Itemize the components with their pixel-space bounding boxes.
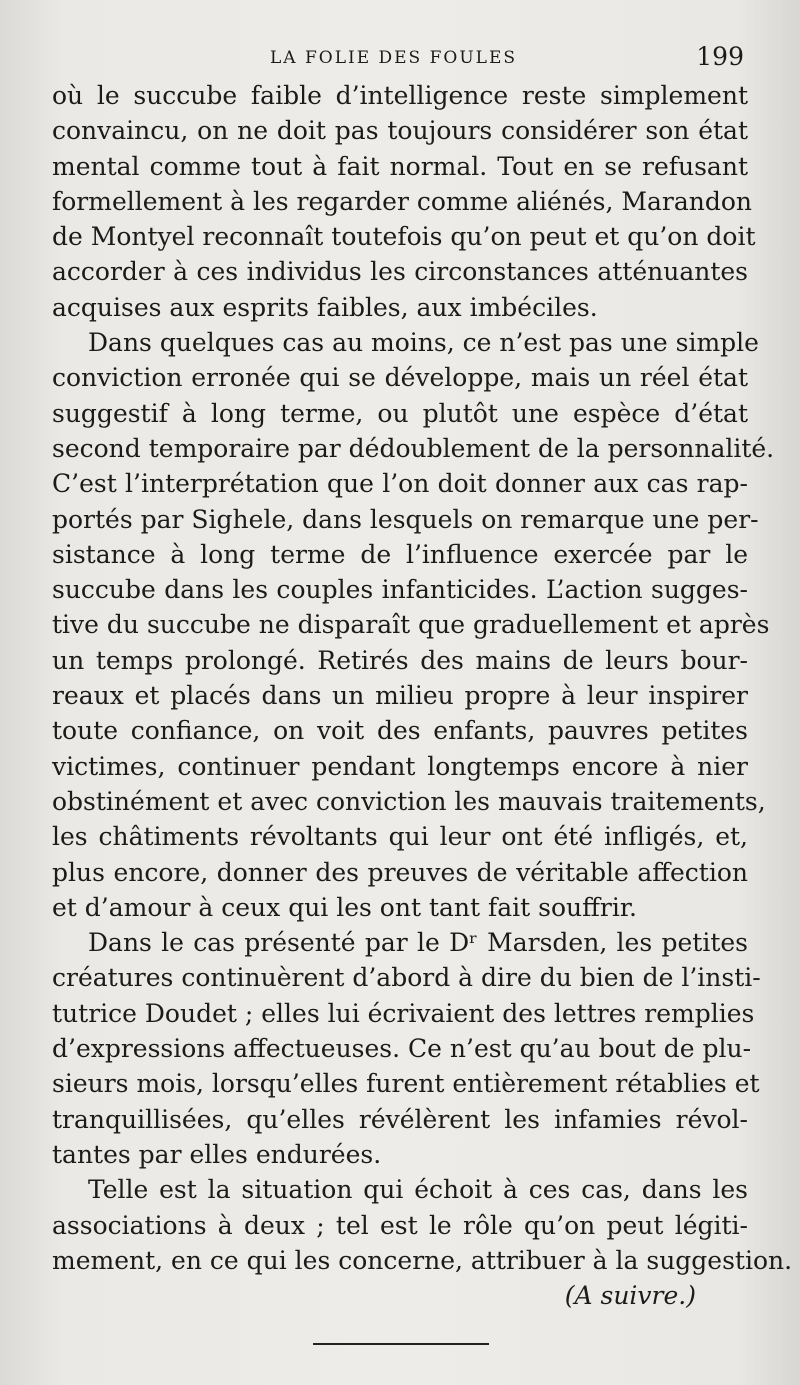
text-line: d’expressions affectueuses. Ce n’est qu’au bout de plu- [52, 1034, 752, 1064]
closing-rule [313, 1343, 489, 1345]
text-line: et d’amour à ceux qui les ont tant fait souffrir. [52, 892, 637, 922]
text-line: second temporaire par dédoublement de la personnalité. [52, 433, 775, 463]
running-title: LA FOLIE DES FOULES [270, 48, 518, 68]
text-line: sistance à long terme de l’influence exercée par le [52, 539, 748, 569]
text-line: C’est l’interprétation que l’on doit donner aux cas rap- [52, 469, 748, 499]
text-line: toute confiance, on voit des enfants, pauvres petites [52, 716, 748, 746]
text-line: Telle est la situation qui échoit à ces cas, dans les [88, 1175, 748, 1205]
text-line: obstinément et avec conviction les mauvais traitements, [52, 786, 766, 816]
continuation-note: (A suivre.) [564, 1281, 696, 1311]
text-line: conviction erronée qui se développe, mais un réel état [52, 363, 748, 393]
page-body-text [52, 78, 793, 1313]
text-line: tantes par elles endurées. [52, 1139, 382, 1169]
text-line: sieurs mois, lorsqu’elles furent entièrement rétablies et [52, 1069, 760, 1099]
text-line: accorder à ces individus les circonstances atténuantes [52, 257, 748, 287]
text-line: où le succube faible d’intelligence reste simplement [52, 81, 748, 110]
text-line: tive du succube ne disparaît que graduellement et après [52, 610, 770, 640]
text-line: mental comme tout à fait normal. Tout en se refusant [52, 151, 748, 181]
text-line: mement, en ce qui les concerne, attribuer à la suggestion. [52, 1245, 793, 1275]
text-line: plus encore, donner des preuves de véritable affection [52, 857, 748, 887]
text-line: suggestif à long terme, ou plutôt une espèce d’état [52, 398, 748, 428]
text-line: tutrice Doudet ; elles lui écrivaient des lettres remplies [52, 998, 755, 1028]
text-line: convaincu, on ne doit pas toujours considérer son état [52, 116, 748, 146]
text-line: de Montyel reconnaît toutefois qu’on peut et qu’on doit [52, 222, 756, 252]
text-line: portés par Sighele, dans lesquels on remarque une per- [52, 504, 759, 534]
page-header [52, 42, 748, 76]
page-number: 199 [696, 42, 744, 71]
text-line: reaux et placés dans un milieu propre à leur inspirer [52, 681, 748, 711]
text-line: un temps prolongé. Retirés des mains de leurs bour- [52, 645, 748, 675]
text-line: acquises aux esprits faibles, aux imbéciles. [52, 292, 598, 322]
text-line: tranquillisées, qu’elles révélèrent les infamies révol- [52, 1104, 748, 1134]
text-line: créatures continuèrent d’abord à dire du bien de l’insti- [52, 963, 761, 993]
text-line: Dans le cas présenté par le Dʳ Marsden, les petites [88, 928, 748, 958]
text-line: victimes, continuer pendant longtemps encore à nier [52, 751, 748, 781]
text-line: associations à deux ; tel est le rôle qu’on peut légiti- [52, 1210, 748, 1240]
text-line: succube dans les couples infanticides. L’action sugges- [52, 575, 748, 605]
text-line: les châtiments révoltants qui leur ont été infligés, et, [52, 822, 748, 852]
text-line: Dans quelques cas au moins, ce n’est pas une simple [88, 328, 759, 358]
text-line: formellement à les regarder comme aliénés, Marandon [52, 186, 752, 216]
